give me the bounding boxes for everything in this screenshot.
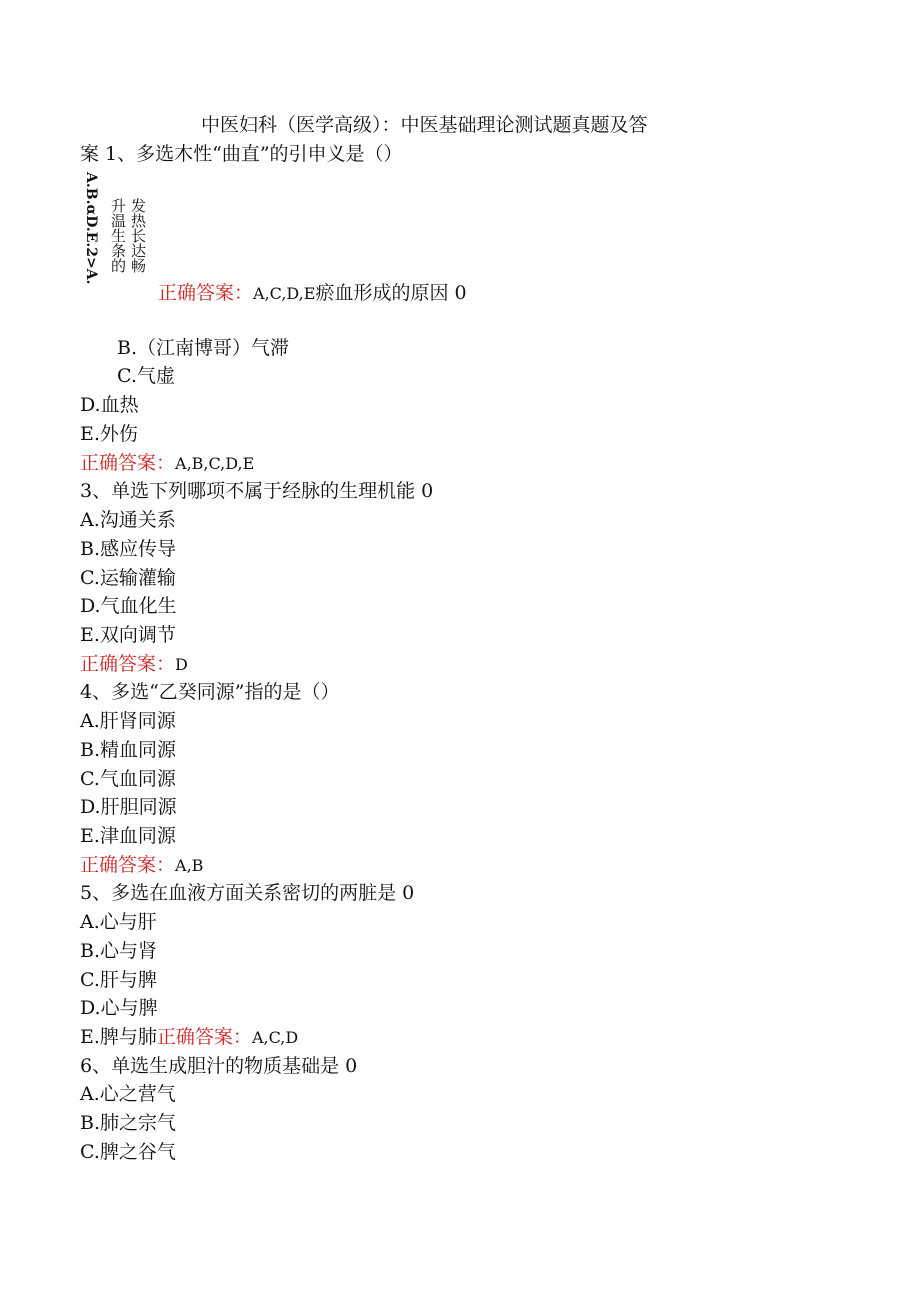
q1-answer-line [158,279,467,308]
q3-question: 3、单选下列哪项不属于经脉的生理机能 0 [80,480,434,502]
q4-answer-line [80,851,203,880]
document-title-line-2: 案 1、多选木性“曲直”的引申义是（） [80,143,403,165]
q3-option-d: D.气血化生 [80,595,177,617]
q1-vertical-options-col-1: 升温生条的 [109,198,127,273]
q4-question: 4、多选“乙癸同源”指的是（） [80,681,340,703]
q4-answer-value: A,B [175,856,204,875]
q2-option-e: E.外伤 [80,423,138,445]
q3-answer-label: 正确答案： [80,653,176,675]
q5-option-c: C.肝与脾 [80,969,157,991]
q2-question: 瘀血形成的原因 0 [315,282,467,304]
q5-option-b: B.心与肾 [80,940,158,962]
q2-answer-value: A,B,C,D,E [175,454,255,473]
q5-option-e: E.脾与肺 [80,1026,157,1048]
q2-answer-label: 正确答案： [80,452,176,474]
q1-answer-value: A,C,D,E [253,284,316,303]
q3-option-b: B.感应传导 [80,538,177,560]
q4-option-a: A.肝肾同源 [80,710,176,732]
q1-answer-label: 正确答案： [158,282,254,304]
q5-question: 5、多选在血液方面关系密切的两脏是 0 [80,882,415,904]
q3-option-c: C.运输灌输 [80,567,176,589]
q4-answer-label: 正确答案： [80,854,176,876]
q3-option-e: E.双向调节 [80,624,176,646]
q4-option-d: D.肝胆同源 [80,796,177,818]
q4-option-c: C.气血同源 [80,768,176,790]
q2-option-d: D.血热 [80,394,139,416]
q5-answer-label: 正确答案： [156,1026,252,1048]
q4-option-e: E.津血同源 [80,825,176,847]
q2-answer-line [80,449,254,478]
q3-answer-value: D [175,655,188,674]
q3-answer-line [80,650,188,679]
q2-option-c: C.气虚 [117,365,175,387]
q5-option-a: A.心与肝 [80,911,157,933]
q1-vertical-options-col-2: 发热长达畅 [129,198,147,273]
q3-option-a: A.沟通关系 [80,509,176,531]
q5-option-d: D.心与脾 [80,997,158,1019]
q5-answer-value: A,C,D [251,1028,299,1047]
q6-question: 6、单选生成胆汁的物质基础是 0 [80,1055,358,1077]
q6-option-b: B.肺之宗气 [80,1112,177,1134]
document-title-line-1: 中医妇科（医学高级）：中医基础理论测试题真题及答 [201,114,648,136]
q6-option-c: C.脾之谷气 [80,1141,176,1163]
q1-vertical-option-labels: A.B.αD.E.2>A. [83,172,99,285]
q5-option-e-answer-line [80,1023,298,1052]
q2-option-b: B.（江南博哥）气滞 [117,337,290,359]
q4-option-b: B.精血同源 [80,739,177,761]
q6-option-a: A.心之营气 [80,1083,176,1105]
